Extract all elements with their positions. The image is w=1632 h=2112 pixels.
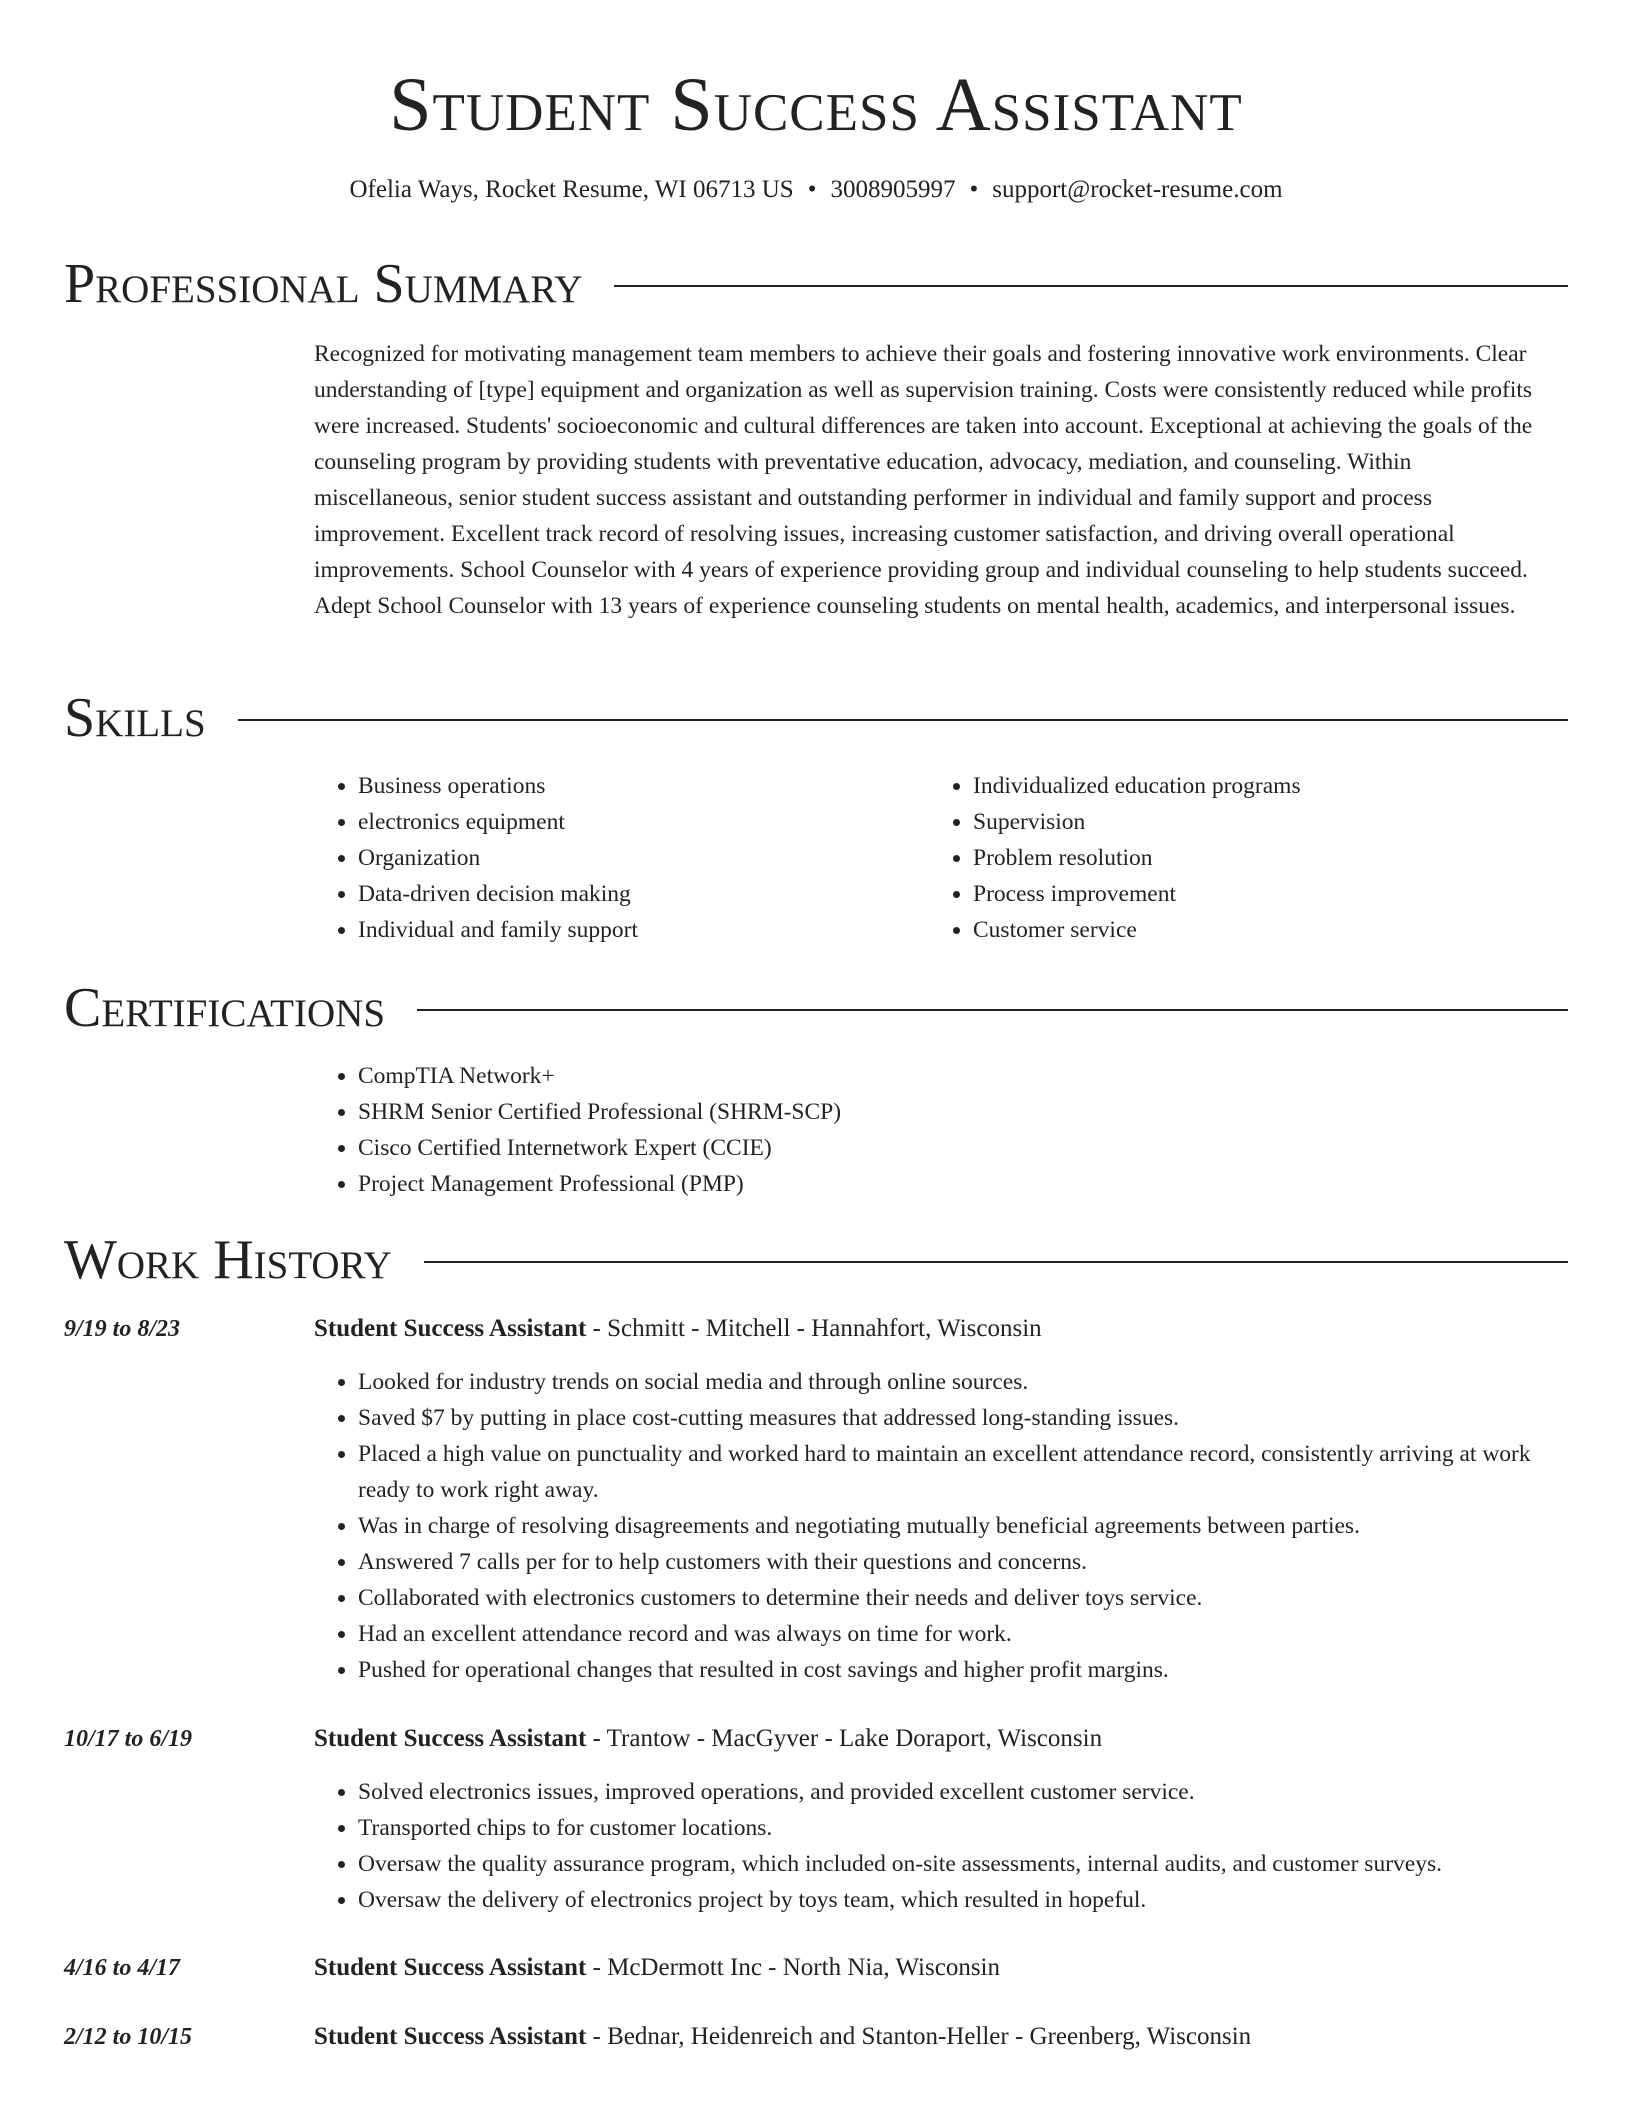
skill-item: • Customer service: [973, 912, 1544, 948]
job-duty-item: • Solved electronics issues, improved operations, and provided excellent customer service.: [358, 1774, 1554, 1810]
contact-email[interactable]: support@rocket-resume.com: [992, 176, 1283, 203]
job-duty-item: • Answered 7 calls per for to help customers with their questions and concerns.: [358, 1544, 1554, 1580]
contact-address: Ofelia Ways, Rocket Resume, WI 06713 US: [349, 176, 794, 203]
job-duty-item: • Placed a high value on punctuality and worked hard to maintain an excellent attendance record, consistently arriving at work ready to work right away.: [358, 1436, 1554, 1508]
certification-item: • CompTIA Network+: [358, 1058, 1554, 1094]
skill-item: • Process improvement: [973, 876, 1544, 912]
job-title: Student Success Assistant: [314, 1315, 587, 1342]
work-heading: Work History: [64, 1229, 392, 1291]
summary-section-heading: [64, 252, 1568, 316]
work-section-heading: [64, 1228, 1568, 1292]
summary-divider: [614, 285, 1568, 287]
job-dates: 4/16 to 4/17: [64, 1955, 181, 1981]
job-title: Student Success Assistant: [314, 1954, 587, 1981]
job-duties: [314, 1364, 1554, 1688]
certifications-divider: [417, 1009, 1568, 1011]
summary-heading: Professional Summary: [64, 253, 583, 315]
contact-separator: •: [969, 176, 979, 203]
job-heading: [314, 1951, 1000, 1985]
summary-text: Recognized for motivating management team members to achieve their goals and fostering innovative work environments. Clear understanding of [type] equipment and organization as well as supervision training. Costs were consistently reduced while profits were increased. Students' socioeconomic and cultural differences are taken into account. Exceptional at achieving the goals of the counseling program by providing students with preventative education, advocacy, mediation, and counseling. Within miscellaneous, senior student success assistant and outstanding performer in individual and family support and process improvement. Excellent track record of resolving issues, increasing customer satisfaction, and driving overall operational improvements. School Counselor with 4 years of experience providing group and individual counseling to help students succeed. Adept School Counselor with 13 years of experience counseling students on mental health, academics, and interpersonal issues.: [314, 341, 1533, 619]
skills-column-right: [929, 768, 1544, 948]
certifications-list: [314, 1058, 1554, 1202]
contact-line: [0, 174, 1632, 206]
job-details: - Schmitt - Mitchell - Hannahfort, Wisconsin: [586, 1315, 1042, 1342]
job-duty-item: • Pushed for operational changes that resulted in cost savings and higher profit margins.: [358, 1652, 1554, 1688]
job-title: Student Success Assistant: [314, 2023, 587, 2050]
skill-item: • Problem resolution: [973, 840, 1544, 876]
job-details: - Trantow - MacGyver - Lake Doraport, Wisconsin: [586, 1725, 1103, 1752]
job-duty-item: • Had an excellent attendance record and was always on time for work.: [358, 1616, 1554, 1652]
certifications-heading: Certifications: [64, 977, 386, 1039]
skill-item: • Business operations: [358, 768, 929, 804]
skills-column-left: [314, 768, 929, 948]
skills-divider: [238, 719, 1568, 721]
skill-item: • Supervision: [973, 804, 1544, 840]
certification-item: • Cisco Certified Internetwork Expert (CCIE): [358, 1130, 1554, 1166]
job-duty-item: • Oversaw the quality assurance program, which included on-site assessments, internal audits, and customer surveys.: [358, 1846, 1554, 1882]
certifications-section-heading: [64, 976, 1568, 1040]
contact-separator: •: [807, 176, 817, 203]
resume-title: Student Success Assistant: [389, 63, 1243, 147]
job-duty-item: • Looked for industry trends on social media and through online sources.: [358, 1364, 1554, 1400]
certification-item: • SHRM Senior Certified Professional (SHRM-SCP): [358, 1094, 1554, 1130]
job-heading: [314, 1312, 1042, 1346]
job-duty-item: • Was in charge of resolving disagreements and negotiating mutually beneficial agreements between parties.: [358, 1508, 1554, 1544]
job-dates: 2/12 to 10/15: [64, 2024, 193, 2050]
skill-item: • Data-driven decision making: [358, 876, 929, 912]
skills-section-heading: [64, 686, 1568, 750]
job-dates: 9/19 to 8/23: [64, 1316, 181, 1342]
skill-item: • Individual and family support: [358, 912, 929, 948]
work-divider: [424, 1261, 1568, 1263]
skills-heading: Skills: [64, 687, 206, 749]
job-duty-item: • Oversaw the delivery of electronics project by toys team, which resulted in hopeful.: [358, 1882, 1554, 1918]
certification-item: • Project Management Professional (PMP): [358, 1166, 1554, 1202]
skill-item: • electronics equipment: [358, 804, 929, 840]
skill-item: • Individualized education programs: [973, 768, 1544, 804]
skill-item: • Organization: [358, 840, 929, 876]
job-duty-item: • Collaborated with electronics customers to determine their needs and deliver toys service.: [358, 1580, 1554, 1616]
job-duty-item: • Saved $7 by putting in place cost-cutting measures that addressed long-standing issues.: [358, 1400, 1554, 1436]
job-duties: [314, 1774, 1554, 1918]
job-details: - Bednar, Heidenreich and Stanton-Heller - Greenberg, Wisconsin: [586, 2023, 1252, 2050]
job-heading: [314, 1722, 1102, 1756]
contact-phone[interactable]: 3008905997: [830, 176, 956, 203]
skills-list: [314, 768, 1564, 948]
job-details: - McDermott Inc - North Nia, Wisconsin: [586, 1954, 1001, 1981]
job-title: Student Success Assistant: [314, 1725, 587, 1752]
job-dates: 10/17 to 6/19: [64, 1726, 193, 1752]
job-heading: [314, 2020, 1251, 2054]
job-duty-item: • Transported chips to for customer locations.: [358, 1810, 1554, 1846]
